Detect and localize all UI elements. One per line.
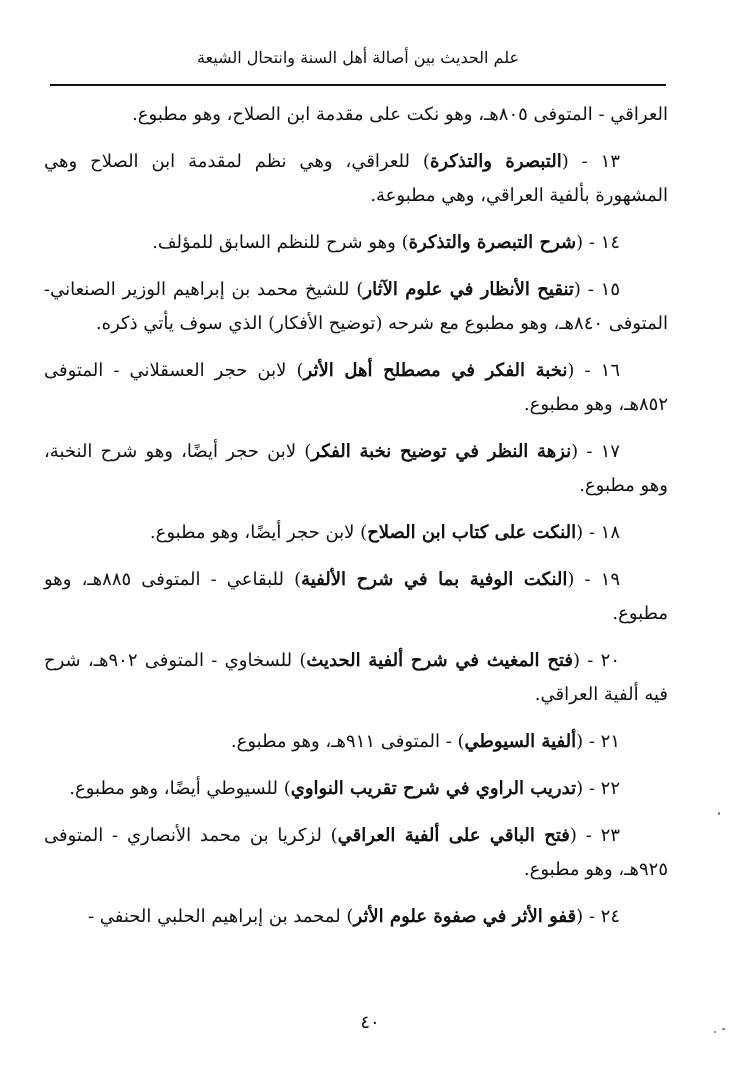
item-description: للسيوطي أيضًا، وهو مطبوع. xyxy=(69,778,284,799)
page-number: ٤٠ xyxy=(360,1012,380,1033)
item-number: ١٤ xyxy=(600,232,620,253)
item-number: ١٨ xyxy=(600,522,620,543)
scan-speck xyxy=(722,1028,725,1030)
list-item: ١٩ - (النكت الوفية بما في شرح الألفية) للبقاعي - المتوفى ٨٨٥هـ، وهو مطبوع. xyxy=(44,569,668,624)
item-description: لابن حجر أيضًا، وهو شرح النخبة، وهو مطبوع. xyxy=(44,441,668,496)
book-title: قفو الأثر في صفوة علوم الأثر xyxy=(353,906,577,927)
running-header-title: علم الحديث بين أصالة أهل السنة وانتحال الشيعة xyxy=(196,48,520,67)
paragraph-text: العراقي - المتوفى ٨٠٥هـ، وهو نكت على مقدمة ابن الصلاح، وهو مطبوع. xyxy=(132,104,668,125)
item-number: ١٥ xyxy=(600,279,620,300)
item-number: ٢٢ xyxy=(600,778,620,799)
item-description: للبقاعي - المتوفى ٨٨٥هـ، وهو مطبوع. xyxy=(44,569,668,624)
item-description: وهو شرح للنظم السابق للمؤلف. xyxy=(152,232,402,253)
item-description: للعراقي، وهي نظم لمقدمة ابن الصلاح وهي المشهورة بألفية العراقي، وهي مطبوعة. xyxy=(44,151,668,206)
book-title: ألفية السيوطي xyxy=(464,731,577,752)
book-title: نزهة النظر في توضيح نخبة الفكر xyxy=(311,441,572,462)
list-item: ٢٢ - (تدريب الراوي في شرح تقريب النواوي) للسيوطي أيضًا، وهو مطبوع. xyxy=(69,778,620,799)
item-number: ٢١ xyxy=(600,731,620,752)
item-description: للسخاوي - المتوفى ٩٠٢هـ، شرح فيه ألفية العراقي. xyxy=(44,650,668,705)
item-number: ٢٤ xyxy=(600,906,620,927)
book-title: شرح التبصرة والتذكرة xyxy=(408,232,577,253)
list-item: ٢١ - (ألفية السيوطي) - المتوفى ٩١١هـ، وهو مطبوع. xyxy=(230,731,620,752)
book-title: نخبة الفكر في مصطلح أهل الأثر xyxy=(303,360,568,381)
item-description: لمحمد بن إبراهيم الحلبي الحنفي - xyxy=(87,906,347,927)
list-item: ٢٠ - (فتح المغيث في شرح ألفية الحديث) للسخاوي - المتوفى ٩٠٢هـ، شرح فيه ألفية العراقي. xyxy=(44,650,668,705)
header-rule xyxy=(50,84,666,86)
scan-speck xyxy=(718,812,720,815)
item-description: لابن حجر العسقلاني - المتوفى ٨٥٢هـ، وهو مطبوع. xyxy=(44,360,668,415)
list-item: ٢٣ - (فتح الباقي على ألفية العراقي) لزكريا بن محمد الأنصاري - المتوفى ٩٢٥هـ، وهو مطبوع. xyxy=(44,825,668,880)
book-title: تنقيح الأنظار في علوم الآثار xyxy=(363,279,574,300)
item-number: ٢٣ xyxy=(600,825,620,846)
list-item: ١٧ - (نزهة النظر في توضيح نخبة الفكر) لابن حجر أيضًا، وهو شرح النخبة، وهو مطبوع. xyxy=(44,441,668,496)
book-title: النكت الوفية بما في شرح الألفية xyxy=(301,569,568,590)
page-body xyxy=(44,98,668,947)
list-item: ١٣ - (التبصرة والتذكرة) للعراقي، وهي نظم لمقدمة ابن الصلاح وهي المشهورة بألفية العراقي، وهي مطبوعة. xyxy=(44,151,668,206)
book-title: تدريب الراوي في شرح تقريب النواوي xyxy=(290,778,577,799)
running-header xyxy=(52,40,664,76)
list-item: ١٤ - (شرح التبصرة والتذكرة) وهو شرح للنظم السابق للمؤلف. xyxy=(152,232,620,253)
item-description: - المتوفى ٩١١هـ، وهو مطبوع. xyxy=(230,731,458,752)
item-number: ٢٠ xyxy=(600,650,620,671)
list-item: ١٦ - (نخبة الفكر في مصطلح أهل الأثر) لابن حجر العسقلاني - المتوفى ٨٥٢هـ، وهو مطبوع. xyxy=(44,360,668,415)
item-number: ١٩ xyxy=(600,569,620,590)
list-item: ١٥ - (تنقيح الأنظار في علوم الآثار) للشيخ محمد بن إبراهيم الوزير الصنعاني- المتوفى ٨٤٠هـ، وهو مطبوع مع شرحه (توضيح الأفكار) الذي سوف يأتي ذكره. xyxy=(44,279,668,334)
item-number: ١٧ xyxy=(600,441,620,462)
item-number: ١٦ xyxy=(600,360,620,381)
book-title: النكت على كتاب ابن الصلاح xyxy=(367,522,577,543)
item-description: لابن حجر أيضًا، وهو مطبوع. xyxy=(149,522,361,543)
book-title: فتح المغيث في شرح ألفية الحديث xyxy=(306,650,573,671)
book-title: التبصرة والتذكرة xyxy=(429,151,562,172)
paragraph-continuation xyxy=(44,98,668,132)
item-number: ١٣ xyxy=(600,151,621,172)
list-item: ٢٤ - (قفو الأثر في صفوة علوم الأثر) لمحمد بن إبراهيم الحلبي الحنفي - xyxy=(87,906,620,927)
scan-speck xyxy=(714,1031,716,1033)
book-title: فتح الباقي على ألفية العراقي xyxy=(337,825,570,846)
list-item: ١٨ - (النكت على كتاب ابن الصلاح) لابن حجر أيضًا، وهو مطبوع. xyxy=(149,522,620,543)
item-description: لزكريا بن محمد الأنصاري - المتوفى ٩٢٥هـ، وهو مطبوع. xyxy=(44,825,668,880)
item-description: للشيخ محمد بن إبراهيم الوزير الصنعاني- المتوفى ٨٤٠هـ، وهو مطبوع مع شرحه (توضيح الأفكار) الذي سوف يأتي ذكره. xyxy=(44,279,668,334)
